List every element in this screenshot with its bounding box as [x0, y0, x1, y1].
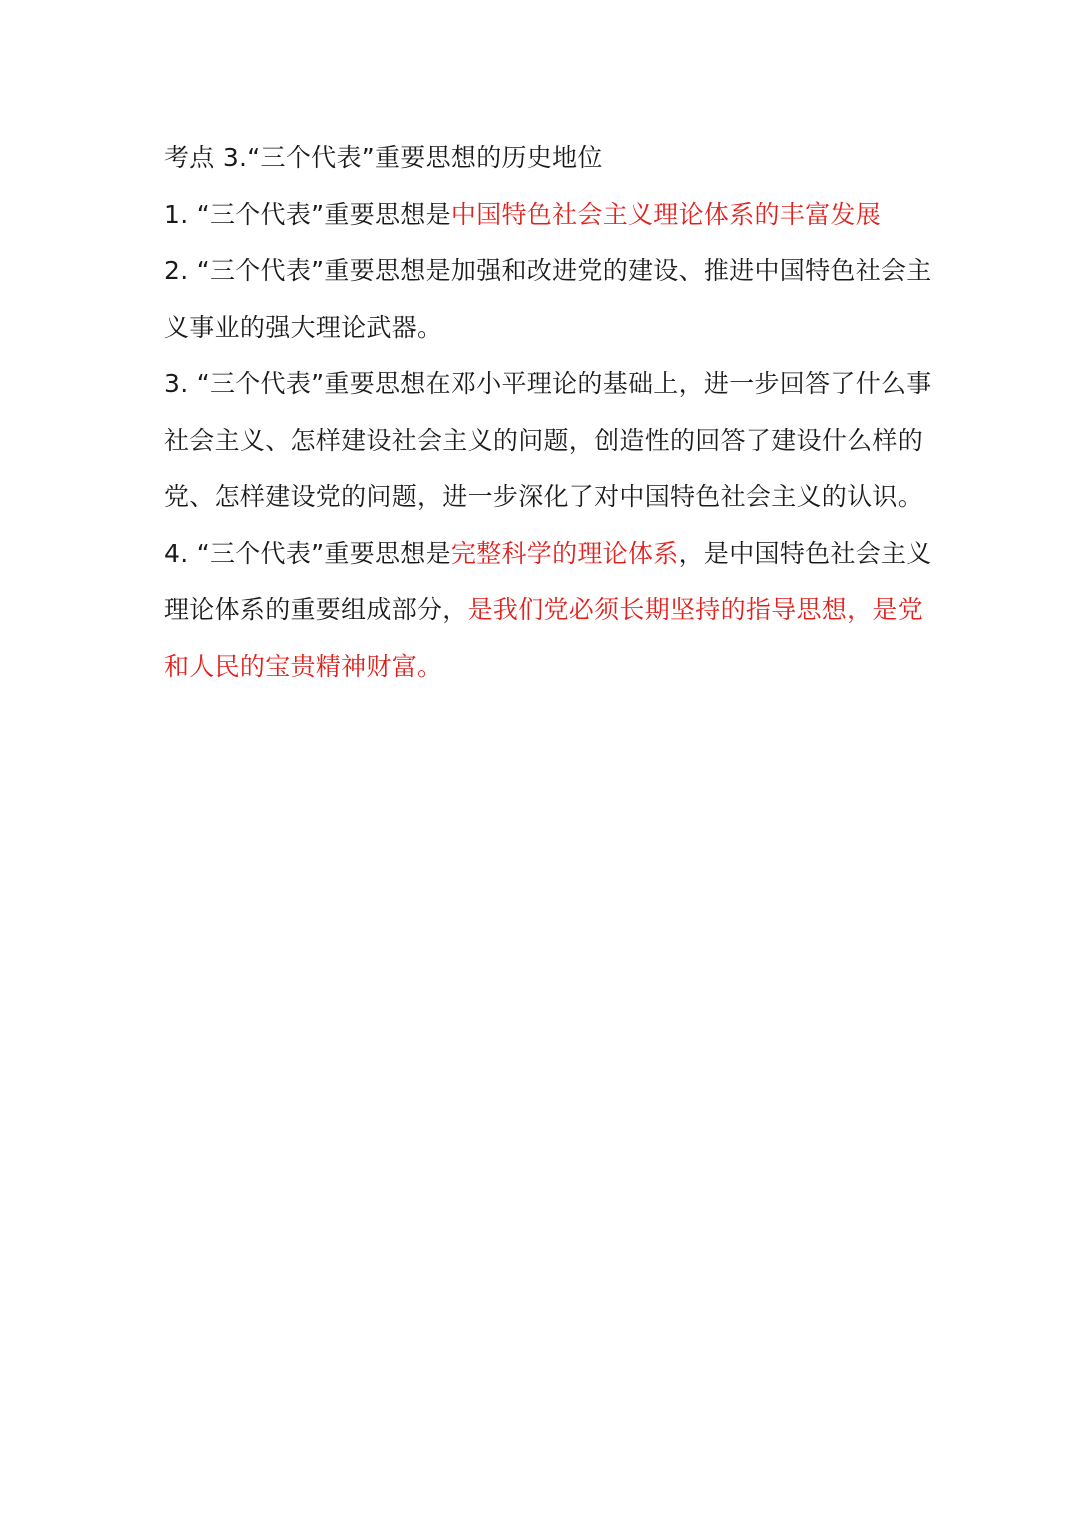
point-2-line-2: 义事业的强大理论武器。 [164, 312, 443, 342]
point-2 [164, 243, 932, 356]
point-1 [164, 187, 924, 244]
point-4-text-2: ，是中国特色社会主义 [678, 538, 932, 568]
point-4-highlight-2: 是我们党必须长期坚持的指导思想，是党 [467, 595, 924, 624]
point-4-line-2 [164, 582, 924, 639]
point-4 [164, 526, 932, 696]
point-4-line-1 [164, 526, 932, 583]
point-2-line-1: 2. “三个代表”重要思想是加强和改进党的建设、推进中国特色社会主 [164, 256, 932, 285]
point-3-line-2: 社会主义、怎样建设社会主义的问题，创造性的回答了建设什么样的 [164, 425, 924, 455]
section-heading: 考点 3.“三个代表”重要思想的历史地位 [164, 143, 603, 172]
point-3 [164, 356, 932, 526]
point-1-text: 1. “三个代表”重要思想是 [164, 199, 451, 229]
point-4-text-3: 理论体系的重要组成部分， [164, 595, 468, 624]
point-4-text: 4. “三个代表”重要思想是 [164, 538, 451, 568]
point-4-line-3: 和人民的宝贵精神财富。 [164, 651, 443, 681]
point-3-line-1: 3. “三个代表”重要思想在邓小平理论的基础上，进一步回答了什么事 [164, 369, 932, 398]
point-1-highlight: 中国特色社会主义理论体系的丰富发展 [450, 199, 882, 229]
point-3-line-3: 党、怎样建设党的问题，进一步深化了对中国特色社会主义的认识。 [164, 482, 924, 511]
document-page [164, 130, 932, 695]
point-4-highlight-1: 完整科学的理论体系 [450, 538, 679, 568]
